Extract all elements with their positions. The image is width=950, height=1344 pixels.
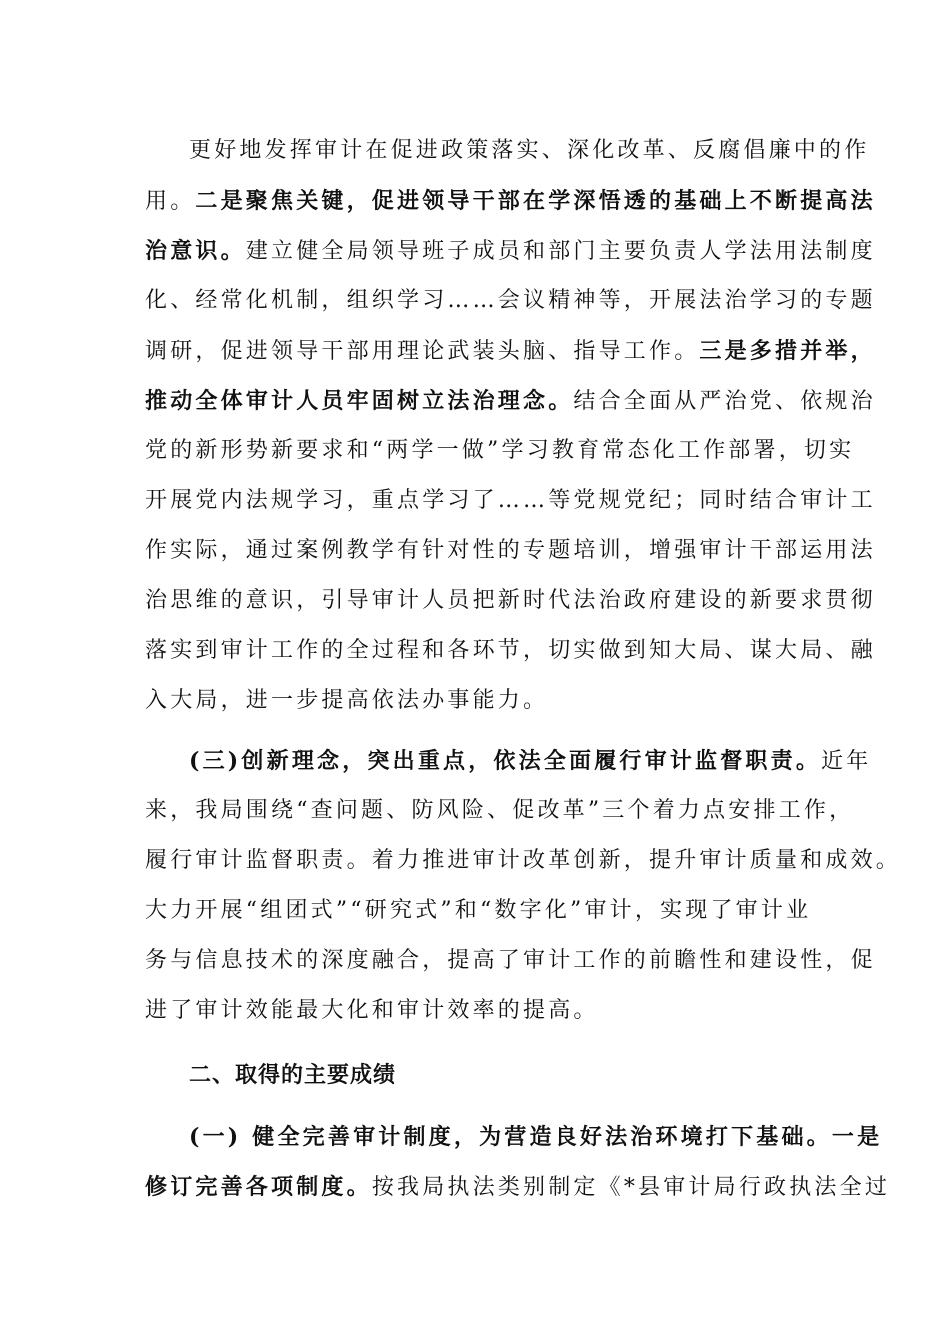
text-run: 化、经常化机制，组织学习……会议精神等，开展法治学习的专题 xyxy=(145,288,876,313)
text-run: 进了审计效能最大化和审计效率的提高。 xyxy=(145,998,599,1023)
p1-line-1 xyxy=(189,131,870,171)
bold-text-run: (一) 健全完善审计制度，为营造良好法治环境打下基础。一是 xyxy=(189,1124,883,1150)
p2-line-1 xyxy=(189,741,872,781)
p1-line-7 xyxy=(145,431,855,471)
p1-line-2 xyxy=(145,181,876,221)
text-run: 调研，促进领导干部用理论武装头脑、指导工作。 xyxy=(145,339,700,364)
bold-text-run: (三)创新理念，突出重点，依法全面履行审计监督职责。 xyxy=(189,748,822,774)
p2-line-4 xyxy=(145,891,812,931)
text-run: 开展党内法规学习，重点学习了……等党规党纪；同时结合审计工 xyxy=(145,488,876,513)
text-run: 党的新形势新要求和“两学一做”学习教育常态化工作部署，切实 xyxy=(145,438,855,463)
text-run: 落实到审计工作的全过程和各环节，切实做到知大局、谋大局、融 xyxy=(145,638,876,663)
p1-line-8 xyxy=(145,481,876,521)
text-run: 务与信息技术的深度融合，提高了审计工作的前瞻性和建设性，促 xyxy=(145,948,876,973)
text-run: 大力开展“组团式”“研究式”和“数字化”审计，实现了审计业 xyxy=(145,898,812,923)
p1-line-6 xyxy=(145,381,876,421)
p1-line-12 xyxy=(145,681,805,721)
text-run: 治思维的意识，引导审计人员把新时代法治政府建设的新要求贯彻 xyxy=(145,588,876,613)
text-run: 来，我局围绕“查问题、防风险、促改革”三个着力点安排工作， xyxy=(145,798,855,823)
p1-line-3 xyxy=(145,231,876,271)
p1-line-9 xyxy=(145,531,876,571)
bold-text-run: 二是聚焦关键，促进领导干部在学深悟透的基础上不断提高法 xyxy=(195,188,876,214)
bold-text-run: 治意识。 xyxy=(145,238,246,264)
text-run: 作实际，通过案例教学有针对性的专题培训，增强审计干部运用法 xyxy=(145,538,876,563)
p2-line-2 xyxy=(145,791,855,831)
text-run: 结合全面从严治党、依规治 xyxy=(573,389,876,414)
p2-line-6 xyxy=(145,991,805,1031)
p3-line-1 xyxy=(189,1117,883,1157)
p1-line-11 xyxy=(145,631,876,671)
p1-line-4 xyxy=(145,281,876,321)
text-run: 近年 xyxy=(821,749,872,774)
p2-line-5 xyxy=(145,941,876,981)
text-run: 用。 xyxy=(145,189,196,214)
bold-text-run: 修订完善各项制度。 xyxy=(145,1174,372,1200)
bold-text-run: 三是多措并举， xyxy=(699,338,876,364)
bold-text-run: 推动全体审计人员牢固树立法治理念。 xyxy=(145,388,574,414)
text-run: 按我局执法类别制定《*县审计局行政执法全过 xyxy=(371,1175,891,1200)
p1-line-10 xyxy=(145,581,876,621)
text-run: 建立健全局领导班子成员和部门主要负责人学法用法制度 xyxy=(245,239,876,264)
text-run: 更好地发挥审计在促进政策落实、深化改革、反腐倡廉中的作 xyxy=(189,138,870,163)
p1-line-5 xyxy=(145,331,876,371)
p3-line-2 xyxy=(145,1167,891,1207)
section-heading: 二、取得的主要成绩 xyxy=(189,1062,397,1088)
text-run: 入大局，进一步提高依法办事能力。 xyxy=(145,688,549,713)
p2-line-3 xyxy=(145,841,902,881)
text-run: 履行审计监督职责。着力推进审计改革创新，提升审计质量和成效。 xyxy=(145,848,902,873)
